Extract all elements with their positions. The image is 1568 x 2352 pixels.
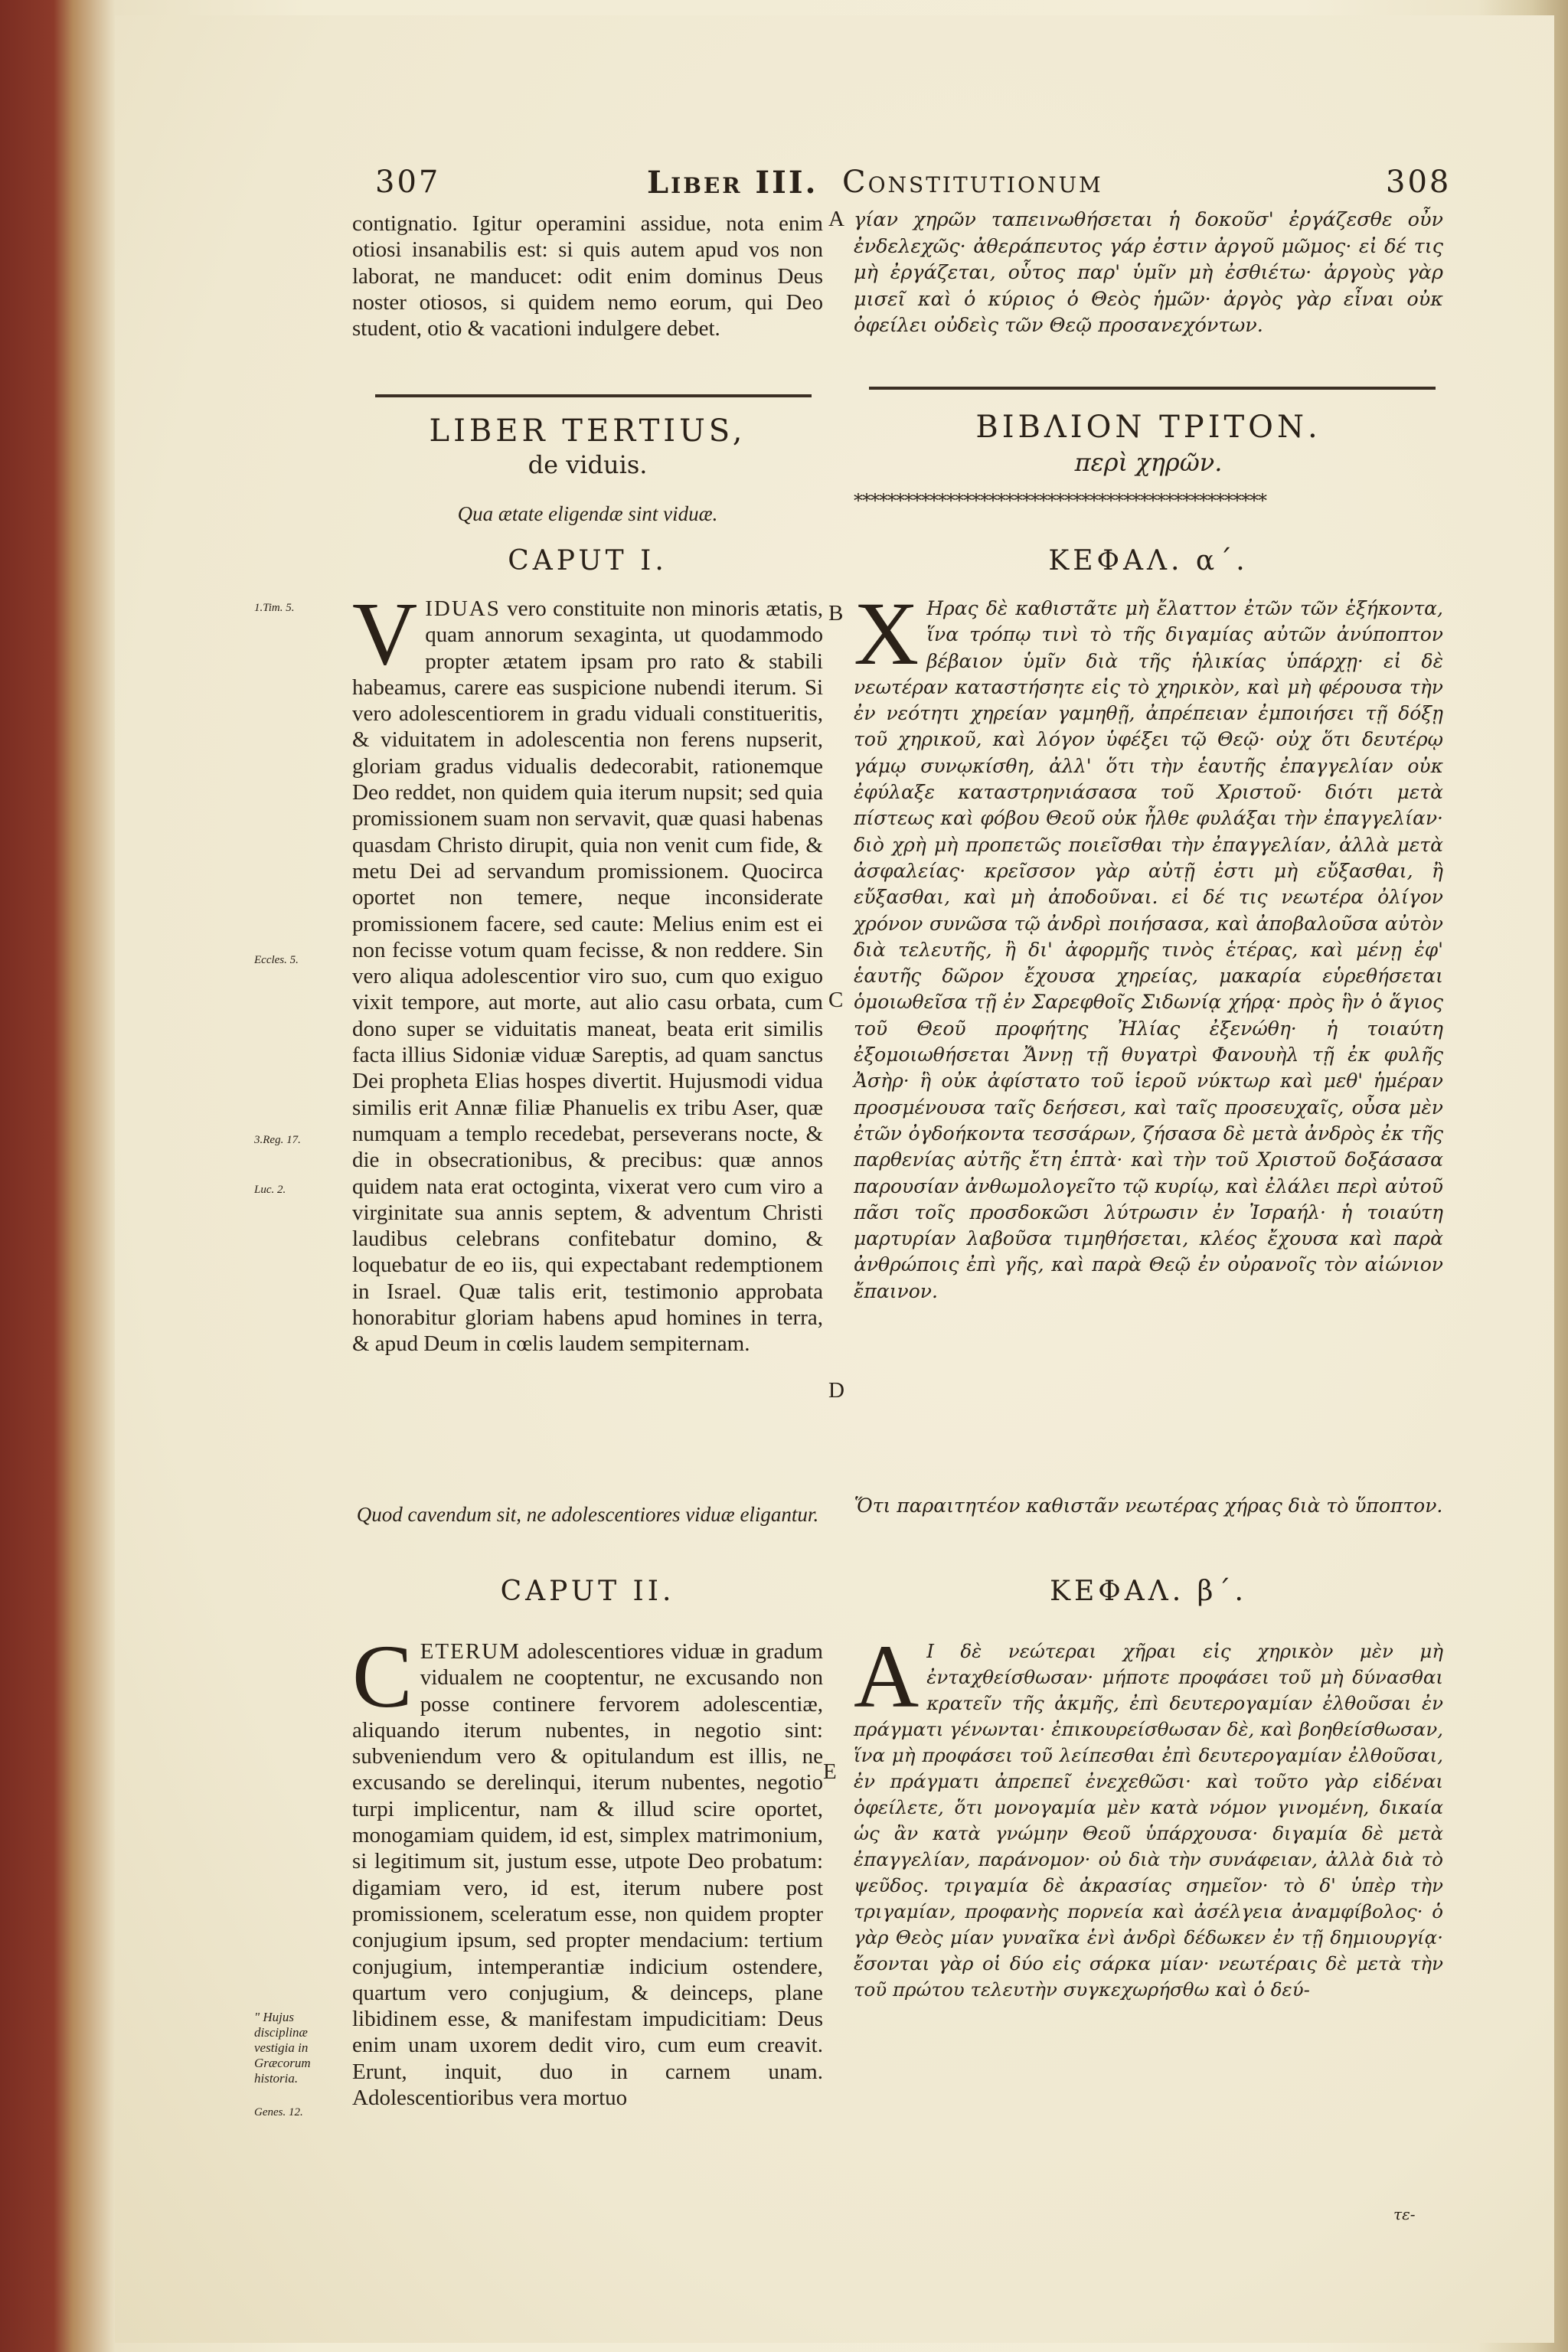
divider-right: [869, 387, 1436, 390]
section-letter-d: D: [828, 1378, 844, 1403]
latin-top-paragraph: contignatio. Igitur operamini assidue, nota enim otiosi insanabilis est: si quis autem apud vos non laborat, ne manducet: odit enim dominus Deus noster otiosos, si quidem nemo eorum, qui Deo student, otio & vacationi indulgere debet.: [352, 211, 823, 341]
divider-left: [375, 394, 812, 397]
latin-chapter1-title: CAPUT I.: [508, 545, 668, 577]
margin-ref-1tim: 1.Tim. 5.: [254, 602, 295, 614]
greek-ch2-text: Ι δὲ νεώτεραι χῆραι εἰς χηρικὸν μὲν μὴ ἐνταχθείσθωσαν· μήποτε προφάσει τοῦ μὴ δύνασθαι κρατεῖν τῆς ἀκμῆς, ἐπὶ δευτερογαμίαν ἐλθοῦσαι ἐν πράγματι γένωνται· ἐπικουρείσθωσαν δὲ, καὶ βοηθείσθωσαν, ἵνα μὴ προφάσει τοῦ λείπεσθαι ἐπὶ δευτερογαμίαν ἐλθοῦσαι, ἐν πράγματι ἀπρεπεῖ ἐνεχεθῶσι· καὶ τοῦτο γὰρ εἰδέναι ὀφείλετε, ὅτι μονογαμία μὲν κατὰ νόμον γινομένη, δικαία ὡς ἂν κατὰ γνώμην Θεοῦ ὑπάρχουσα· διγαμία δὲ μετὰ ἐπαγγελίαν, παράνομον· οὐ διὰ τὴν συνάφειαν, ἀλλὰ διὰ τὸ ψεῦδος. τριγαμία δὲ ἀκρασίας σημεῖον· τὸ δ' ὑπὲρ τὴν τριγαμίαν, προφανὴς πορνεία καὶ ἀσέλγεια ἀναμφίβολος· ὁ γὰρ Θεὸς μίαν γυναῖκα ἑνὶ ἀνδρὶ δέδωκεν ἐν τῇ δημιουργίᾳ· ἔσονται γὰρ οἱ δύο εἰς σάρκα μίαν· νεωτέραις δὲ μετὰ τὴν τοῦ πρώτου τελευτὴν συγκεχωρήσθω καὶ ὁ δεύ-: [854, 1640, 1443, 2001]
drop-cap-chi: Χ: [854, 583, 920, 684]
margin-ref-genes: Genes. 12.: [254, 2106, 303, 2118]
greek-chapter2-body: [854, 1626, 1443, 2003]
latin-chapter2-body: [352, 1626, 823, 2111]
page-number-left: 307: [375, 165, 441, 200]
margin-ref-3reg: 3.Reg. 17.: [254, 1134, 301, 1146]
latin-book-title: LIBER TERTIUS,: [429, 413, 746, 449]
running-head-constitutionum: Constitutionum: [842, 165, 1103, 200]
latin-chapter2-caption: Quod cavendum sit, ne adolescentiores viduæ eligantur.: [356, 1503, 819, 1526]
drop-cap-v: V: [352, 583, 418, 684]
greek-chapter2-caption: Ὅτι παραιτητέον καθιστᾶν νεωτέρας χήρας διὰ τὸ ὕποπτον.: [854, 1494, 1443, 1517]
greek-chapter1-title: ΚΕΦΑΛ. α΄.: [1048, 545, 1249, 577]
latin-chapter2-title: CAPUT II.: [500, 1576, 675, 1607]
margin-note: " Hujus disciplinæ vestigia in Græcorum historia.: [254, 2010, 311, 2086]
section-letter-e: E: [823, 1759, 837, 1784]
catchword: τε-: [1393, 2205, 1416, 2223]
section-letter-a: A: [828, 207, 844, 231]
latin-ch2-smallcaps: ETERUM: [420, 1639, 521, 1664]
margin-ref-eccles: Eccles. 5.: [254, 954, 299, 966]
drop-cap-c: C: [352, 1626, 413, 1726]
greek-chapter1-body: [854, 583, 1443, 1305]
latin-ch1-text: vero constituite non minoris ætatis, quam annorum sexaginta, ut quodammodo propter ætatem ipsam pro rato & stabili habeamus, carere eas suspicione nubendi iterum. Si vero adolescentiorem in gradu viduali constitueritis, & viduitatem in adolescentia non ferens nupserit, gloriam gradus vidualis dedecorabit, rationemque Deo reddet, non quidem quia iterum nupsit; sed quia promissionem suam non servavit, quæ quasi habenas quasdam Christo dirupit, quia non venit cum fide, & metu Dei ad servandum promissionem. Quocirca oportet non temere, neque inconsiderate promissionem facere, sed caute: Melius enim est ei non fecisse votum quam fecisse, & non reddere. Sin vero aliqua adolescentior viro suo, cum quo exiguo vixit tempore, aut morte, aut alio casu orbata, cum dono super se viduitatis maneat, beata erit similis facta illius Sidoniæ viduæ Sareptis, ad quam sanctus Dei propheta Elias hospes divertit. Hujusmodi vidua similis erit Annæ filiæ Phanuelis ex tribu Aser, quæ numquam a templo recedebat, perseverans nocte, & die in obsecrationibus, & precibus: quæ annos quidem nata erat octoginta, vixerat vero cum viro a virginitate sua annis septem, & adventum Christi laudibus celebrans confitebatur domino, & loquebatur de eo iis, qui expectabant redemptionem in Israel. Quæ talis erit, testimonio approbata honorabitur gloriam habens apud homines in terra, & apud Deum in cœlis laudem sempiternam.: [352, 596, 823, 1357]
greek-top-paragraph: γίαν χηρῶν ταπεινωθήσεται ἡ δοκοῦσ' ἐργάζεσθε οὖν ἐνδελεχῶς· ἀθεράπευτος γάρ ἐστιν ἀργοῦ μῶμος· εἰ δέ τις μὴ ἐργάζεται, οὗτος παρ' ὑμῖν μὴ ἐσθιέτω· ἀργοὺς γὰρ μισεῖ καὶ ὁ κύριος ὁ Θεὸς ἡμῶν· ἀργὸς γὰρ εἶναι οὐκ ὀφείλει οὐδεὶς τῶν Θεῷ προσανεχόντων.: [854, 208, 1443, 337]
section-letter-c: C: [828, 988, 844, 1012]
latin-ch2-text: adolescentiores viduæ in gradum vidualem ne cooptentur, ne excusando non posse continere fervorem adolescentiæ, aliquando iterum nubentes, in negotio sint: subveniendum vero & opitulandum est illis, ne excusando se derelinqui, iterum nubentes, negotio turpi implicentur, nam & illud scire oportet, monogamiam quidem, id est, simplex matrimonium, si legitimum sit, justum esse, utpote Deo probatum: digamiam vero, id est, iterum nubere post promissionem, sceleratum esse, non quidem propter conjugium ipsum, sed propter mendacium: tertium conjugium, intemperantiæ indicium ostendere, quartum vero conjugium, & deinceps, plane libidinem esse, & manifestam impudicitiam: Deus enim unam uxorem dedit viro, cum eum creavit. Erunt, inquit, duo in carnem unam. Adolescentioribus vera mortuo: [352, 1639, 823, 2111]
page-number-right: 308: [1386, 165, 1452, 200]
star-divider: *************************************************: [854, 490, 1266, 511]
latin-ch1-smallcaps: IDUAS: [425, 596, 501, 621]
latin-chapter1-caption: Qua ætate eligendæ sint viduæ.: [457, 502, 718, 525]
margin-ref-luc: Luc. 2.: [254, 1184, 286, 1196]
greek-chapter2-title: ΚΕΦΑΛ. β΄.: [1050, 1576, 1247, 1607]
latin-chapter1-body: [352, 583, 823, 1357]
greek-ch1-text: Ηρας δὲ καθιστᾶτε μὴ ἔλαττον ἐτῶν τῶν ἑξήκοντα, ἵνα τρόπῳ τινὶ τὸ τῆς διγαμίας αὐτῶν ἀνύποπτον βέβαιον ὑμῖν διὰ τῆς ἡλικίας ὑπάρχῃ· εἰ δὲ νεωτέραν καταστήσητε εἰς τὸ χηρικὸν, καὶ μὴ φέρουσα τὴν ἐν νεότητι χηρείαν γαμηθῇ, ἀπρέπειαν ἐμποιήσει τῇ δόξῃ τοῦ χηρικοῦ, καὶ λόγον ὑφέξει τῷ Θεῷ· οὐχ ὅτι δευτέρῳ γάμῳ συνῳκίσθη, ἀλλ' ὅτι τὴν ἑαυτῆς ἐπαγγελίαν οὐκ ἐφύλαξε καταστρηνιάσασα τοῦ Χριστοῦ· διότι μετὰ πίστεως καὶ φόβου Θεοῦ οὐκ ἦλθε φυλάξαι τὴν ἐπαγγελίαν· διὸ χρὴ μὴ προπετῶς ποιεῖσθαι τὴν ἐπαγγελίαν, ἀλλὰ μετὰ ἀσφαλείας· κρεῖσσον γὰρ αὐτῇ ἐστι μὴ εὔξασθαι, ἢ εὔξασθαι, καὶ μὴ ἀποδοῦναι. εἰ δέ τις νεωτέρα ὀλίγον χρόνον συνῶσα τῷ ἀνδρὶ ποιήσασα, καὶ ἀποβαλοῦσα αὐτὸν διὰ τελευτῆς, ἢ δι' ἀφορμῆς τινὸς ἑτέρας, καὶ μένῃ ἐφ' ἑαυτῆς δῶρον ἔχουσα χηρείας, μακαρία εὑρεθήσεται ὁμοιωθεῖσα τῇ ἐν Σαρεφθοῖς Σιδωνίᾳ χήρᾳ· πρὸς ἣν ὁ ἅγιος τοῦ Θεοῦ προφήτης Ἠλίας ἐξενώθη· ἡ τοιαύτη ἐξομοιωθήσεται Ἄννῃ τῇ θυγατρὶ Φανουὴλ τῇ ἐκ φυλῆς Ἀσὴρ· ἣ οὐκ ἀφίστατο τοῦ ἱεροῦ νύκτωρ καὶ μεθ' ἡμέραν προσμένουσα ταῖς δεήσεσι, καὶ ταῖς προσευχαῖς, οὖσα μὲν ἐτῶν ὀγδοήκοντα τεσσάρων, ζήσασα δὲ μετὰ ἀνδρὸς ἐκ τῆς παρθενίας αὐτῆς ἔτη ἑπτὰ· καὶ τὴν τοῦ Χριστοῦ δοξάσασα παρουσίαν ἀνθωμολογεῖτο τῷ κυρίῳ, καὶ ἐλάλει περὶ αὐτοῦ πᾶσι τοῖς προσδοκῶσι λύτρωσιν ἐν Ἰσραήλ· ἡ τοιαύτη μαρτυρίαν λαβοῦσα τιμηθήσεται, κλέος ἔχουσα καὶ παρὰ ἀνθρώποις ἐπὶ γῆς, καὶ παρὰ Θεῷ ἐν οὐρανοῖς τὸν αἰώνιον ἔπαινον.: [854, 597, 1443, 1302]
drop-cap-alpha: Α: [854, 1626, 920, 1726]
greek-book-title: ΒΙΒΛΙΟΝ ΤΡΙΤΟΝ.: [975, 410, 1321, 445]
section-letter-b: B: [828, 601, 844, 626]
greek-book-subtitle: περὶ χηρῶν.: [1074, 448, 1223, 477]
running-head-liber: Liber III.: [647, 165, 818, 201]
latin-book-subtitle: de viduis.: [528, 450, 648, 479]
